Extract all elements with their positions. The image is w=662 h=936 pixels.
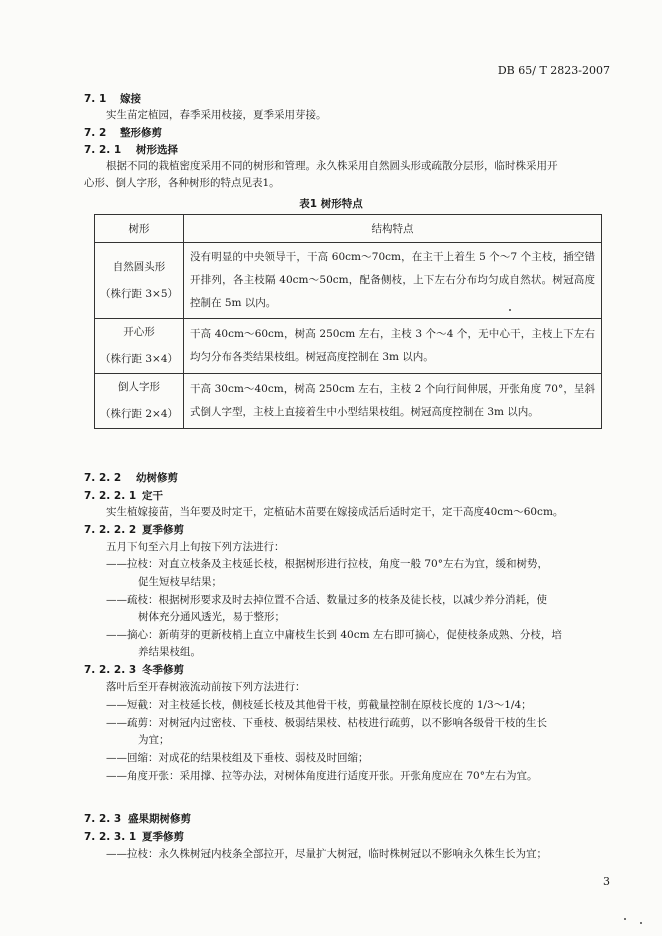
heading-number: 7. 2. 1 (84, 144, 122, 156)
paragraph: 根据不同的栽植密度采用不同的树形和管理。永久株采用自然圆头形或疏散分层形，临时株采用开 (106, 160, 558, 172)
list-item: ——拉枝：对直立枝条及主枝延长枝，根据树形进行拉枝，角度一般 70°左右为宜，缓和树势， (106, 558, 548, 570)
heading-title: 整形修剪 (120, 127, 162, 139)
heading-7-2 (84, 126, 162, 140)
heading-title: 冬季修剪 (142, 664, 184, 676)
heading-7-2-3-1 (84, 830, 184, 844)
heading-number: 7. 1 (84, 93, 107, 105)
scan-speck (624, 918, 626, 920)
shape-name: 开心形 (123, 326, 155, 338)
heading-7-2-2-1 (84, 489, 163, 503)
heading-number: 7. 2 (84, 127, 107, 139)
heading-7-2-2-3 (84, 663, 184, 677)
list-item: ——短截：对主枝延长枝，侧枝延长枝及其他骨干枝，剪截量控制在原枝长度的 1/3～1/4； (106, 699, 532, 711)
tree-shape-table (94, 214, 602, 429)
table-row (95, 319, 602, 374)
heading-7-1 (84, 92, 141, 106)
list-item-continuation: 树体充分通风透光，易于整形； (138, 611, 285, 623)
shape-spacing: （株行距 2×4） (100, 408, 178, 420)
shape-name: 倒人字形 (118, 381, 160, 393)
heading-title: 夏季修剪 (142, 831, 184, 843)
shape-name: 自然圆头形 (112, 260, 166, 273)
list-item: ——疏剪：对树冠内过密枝、下垂枝、极弱结果枝、枯枝进行疏剪，以不影响各级骨干枝的生长 (106, 717, 547, 729)
table-row (95, 243, 602, 319)
heading-number: 7. 2. 3. 1 (84, 831, 137, 843)
heading-title: 盛果期树修剪 (128, 813, 191, 825)
shape-description: 干高 40cm～60cm，树高 250cm 左右，主枝 3 个～4 个，无中心干，主枝上下左右均匀分布各类结果枝组。树冠高度控制在 3m 以内。 (184, 319, 602, 374)
heading-title: 树形选择 (136, 144, 178, 156)
paragraph: 五月下旬至六月上旬按下列方法进行： (106, 541, 285, 553)
paragraph: 实生植嫁接苗，当年要及时定干，定植砧木苗要在嫁接成活后适时定干，定干高度40cm～60cm。 (106, 506, 564, 518)
standard-code: DB 65/ T 2823-2007 (497, 64, 610, 77)
list-item: ——拉枝：永久株树冠内枝条全部拉开，尽量扩大树冠，临时株树冠以不影响永久株生长为宜； (106, 848, 547, 860)
heading-number: 7. 2. 3 (84, 813, 122, 825)
paragraph: 心形、倒人字形，各种树形的特点见表1。 (84, 177, 280, 189)
list-item-continuation: 促生短枝早结果； (138, 576, 222, 588)
paragraph: 落叶后至开春树液流动前按下列方法进行： (106, 681, 306, 693)
list-item: ——摘心：新萌芽的更新枝梢上直立中庸枝生长到 40cm 左右即可摘心，促使枝条成熟、分枝，培 (106, 629, 562, 641)
paragraph: 实生苗定植园，春季采用枝接，夏季采用芽接。 (106, 109, 327, 121)
list-item: ——角度开张：采用撑、拉等办法，对树体角度进行适度开张。开张角度应在 70°左右为宜。 (106, 770, 538, 782)
shape-cell (95, 374, 184, 429)
list-item-continuation: 养结果枝组。 (138, 646, 201, 658)
shape-spacing: （株行距 3×5） (100, 287, 178, 300)
heading-title: 嫁接 (120, 93, 141, 105)
table-row (95, 374, 602, 429)
table-caption: 表1 树形特点 (299, 198, 363, 210)
heading-7-2-1 (84, 143, 178, 157)
table-header-cell: 结构特点 (184, 215, 602, 243)
list-item: ——疏枝：根据树形要求及时去掉位置不合适、数量过多的枝条及徒长枝，以减少养分消耗，使 (106, 594, 547, 606)
heading-7-2-2 (84, 471, 178, 485)
heading-number: 7. 2. 2. 3 (84, 664, 137, 676)
heading-7-2-2-2 (84, 523, 184, 537)
heading-title: 夏季修剪 (142, 524, 184, 536)
list-item: ——回缩：对成花的结果枝组及下垂枝、弱枝及时回缩； (106, 752, 369, 764)
heading-7-2-3 (84, 812, 191, 826)
shape-cell (95, 319, 184, 374)
scan-speck (640, 922, 642, 924)
scan-speck (509, 309, 511, 311)
table-header-cell: 树形 (95, 215, 184, 243)
heading-title: 幼树修剪 (136, 472, 178, 484)
list-item-continuation: 为宜； (138, 734, 170, 746)
heading-number: 7. 2. 2. 1 (84, 490, 137, 502)
shape-spacing: （株行距 3×4） (100, 353, 178, 365)
shape-description: 没有明显的中央领导干，干高 60cm～70cm，在主干上着生 5 个～7 个主枝，插空错开排列，各主枝隔 40cm～50cm，配备侧枝，上下左右分布均匀成自然状。树冠高度控制在 5m 以内。 (184, 243, 602, 319)
table-header-row (95, 215, 602, 243)
shape-cell (95, 243, 184, 319)
heading-title: 定干 (142, 490, 163, 502)
shape-description: 干高 30cm～40cm，树高 250cm 左右，主枝 2 个向行间伸展，开张角度 70°，呈斜式倒人字型，主枝上直接着生中小型结果枝组。树冠高度控制在 3m 以内。 (184, 374, 602, 429)
heading-number: 7. 2. 2 (84, 472, 122, 484)
heading-number: 7. 2. 2. 2 (84, 524, 137, 536)
page-number: 3 (603, 875, 610, 888)
